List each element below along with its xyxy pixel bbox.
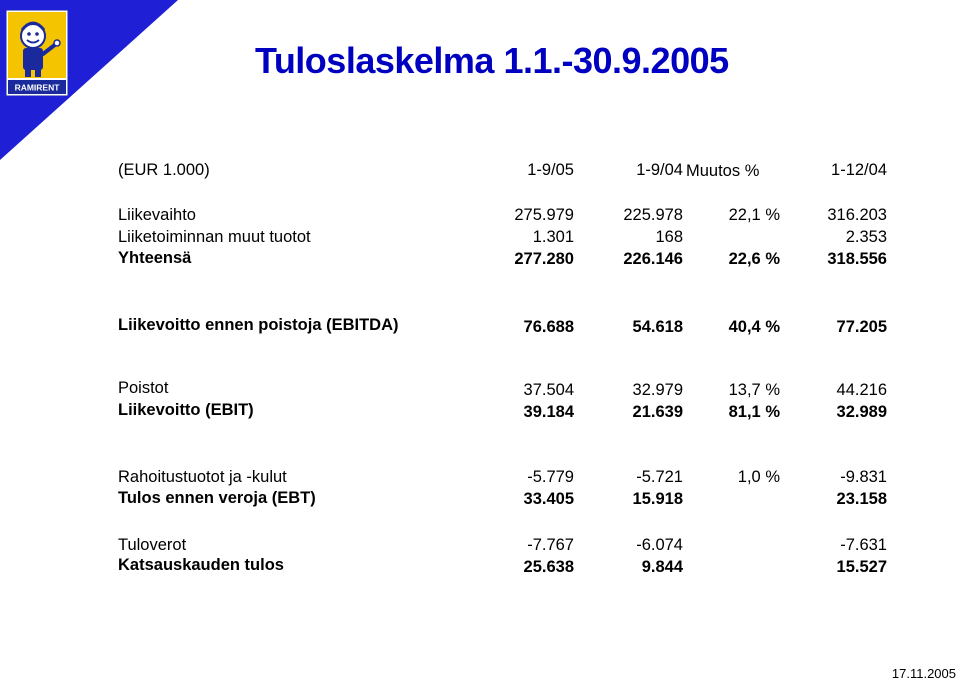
- table-cell: 15.527: [836, 558, 887, 576]
- table-cell: -6.074: [636, 536, 683, 554]
- table-cell: 225.978: [623, 206, 683, 224]
- table-cell: -9.831: [840, 468, 887, 486]
- table-cell: 1.301: [532, 228, 574, 246]
- table-cell: 13,7 %: [728, 381, 780, 399]
- row-label-muut-tuotot: Liiketoiminnan muut tuotot: [118, 228, 311, 246]
- table-cell: 226.146: [623, 250, 683, 268]
- row-label-ebt: Tulos ennen veroja (EBT): [118, 489, 316, 507]
- row-label-tuloverot: Tuloverot: [118, 536, 187, 554]
- row-label-liikevaihto: Liikevaihto: [118, 206, 196, 224]
- table-cell: 21.639: [632, 403, 683, 421]
- table-cell: 23.158: [836, 490, 887, 508]
- table-cell: 44.216: [836, 381, 887, 399]
- table-cell: 39.184: [523, 403, 574, 421]
- row-label-katsauskauden-tulos: Katsauskauden tulos: [118, 556, 284, 574]
- table-cell: 9.844: [641, 558, 683, 576]
- logo-text: RAMIRENT: [14, 82, 60, 93]
- header-col-1-12-04: 1-12/04: [831, 161, 887, 179]
- table-cell: 54.618: [632, 318, 683, 336]
- table-cell: 81,1 %: [728, 403, 780, 421]
- row-label-yhteensa: Yhteensä: [118, 249, 192, 267]
- table-cell: -7.631: [840, 536, 887, 554]
- table-cell: -7.767: [527, 536, 574, 554]
- header-col-1-9-04: 1-9/04: [636, 161, 683, 179]
- page-title: Tuloslaskelma 1.1.-30.9.2005: [255, 40, 729, 81]
- table-cell: -5.721: [636, 468, 683, 486]
- table-cell: 1,0 %: [737, 468, 780, 486]
- row-label-ebit: Liikevoitto (EBIT): [118, 401, 254, 419]
- table-cell: 2.353: [845, 228, 887, 246]
- table-cell: 15.918: [632, 490, 683, 508]
- table-cell: 37.504: [523, 381, 574, 399]
- table-cell: 168: [655, 228, 683, 246]
- table-cell: 277.280: [514, 250, 574, 268]
- row-label-rahoitus: Rahoitustuotot ja -kulut: [118, 468, 287, 486]
- table-cell: 33.405: [523, 490, 574, 508]
- table-cell: 40,4 %: [728, 318, 780, 336]
- table-cell: 25.638: [523, 558, 574, 576]
- table-cell: 275.979: [514, 206, 574, 224]
- row-label-poistot: Poistot: [118, 379, 169, 397]
- row-label-ebitda: Liikevoitto ennen poistoja (EBITDA): [118, 316, 399, 334]
- header-col-change: Muutos %: [686, 162, 760, 180]
- ramirent-logo: [6, 10, 68, 96]
- header-col-1-9-05: 1-9/05: [527, 161, 574, 179]
- table-cell: 316.203: [827, 206, 887, 224]
- footer-date: 17.11.2005: [891, 666, 956, 681]
- table-cell: 76.688: [523, 318, 574, 336]
- table-cell: -5.779: [527, 468, 574, 486]
- header-currency-label: (EUR 1.000): [118, 161, 210, 179]
- table-cell: 32.979: [632, 381, 683, 399]
- table-cell: 22,1 %: [728, 206, 780, 224]
- table-cell: 32.989: [836, 403, 887, 421]
- table-cell: 318.556: [827, 250, 887, 268]
- table-cell: 22,6 %: [728, 250, 780, 268]
- table-cell: 77.205: [836, 318, 887, 336]
